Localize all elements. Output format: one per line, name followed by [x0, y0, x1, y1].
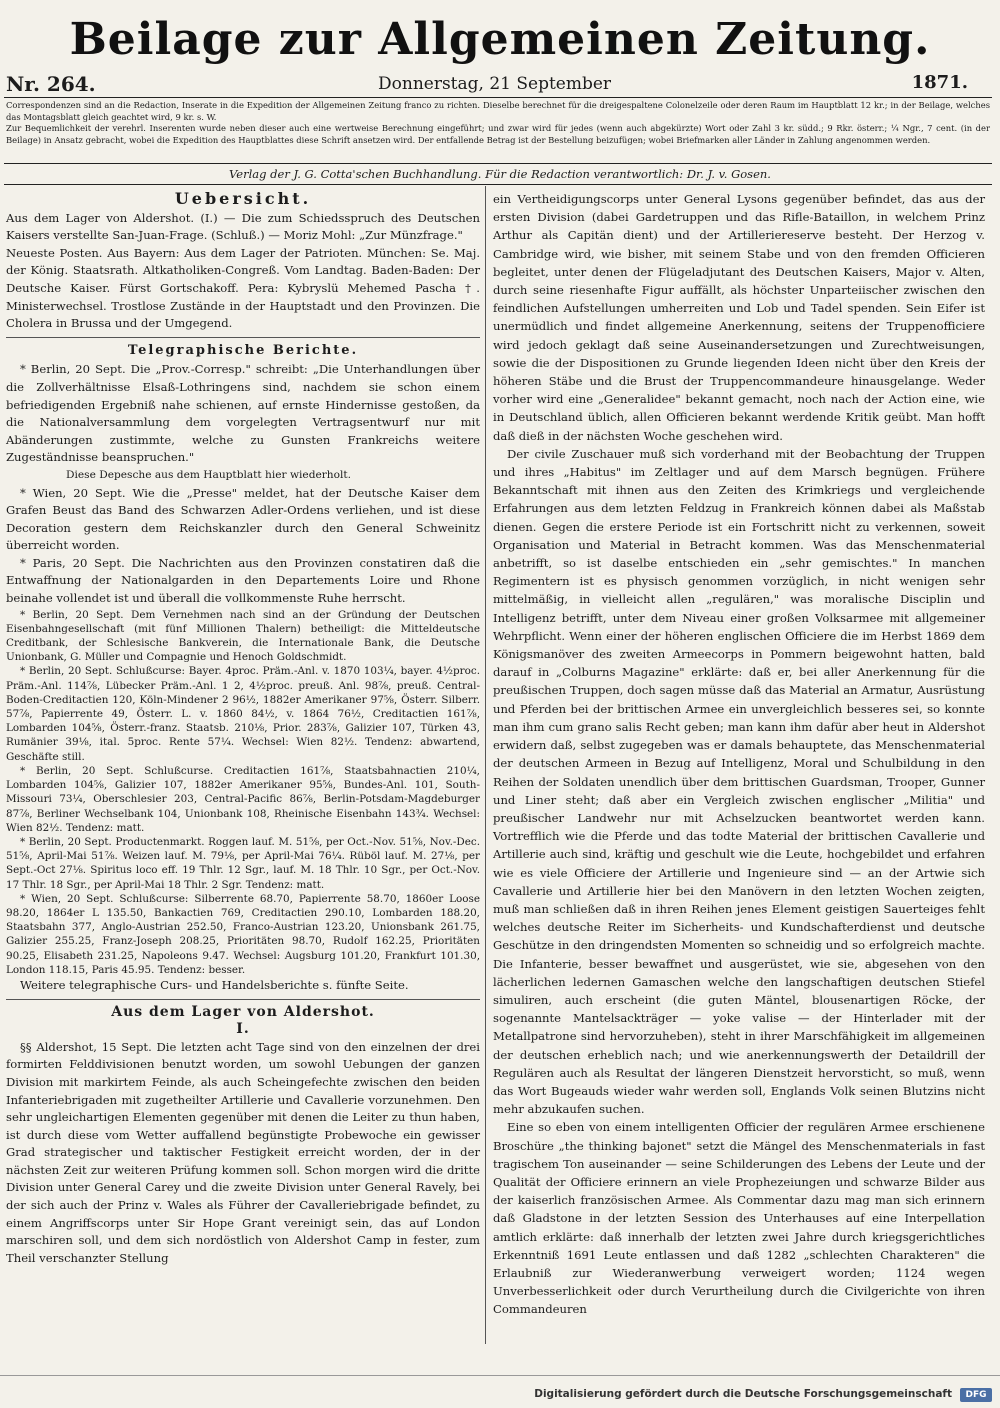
telegram-item: * Wien, 20 Sept. Wie die „Presse" meldet, hat der Deutsche Kaiser dem Grafen Beust das Band des Schwarzen Adler-Ordens verliehen, und ist diese Decoration gestern dem Reichskanzler durch den General Schweinitz überreicht worden. — [6, 485, 480, 553]
article-text: Der civile Zuschauer muß sich vorderhand mit der Beobachtung der Truppen und ihres „Habitus" im Zeltlager und auf dem Marsch begnügen. Frühere Bekanntschaft mit ihnen aus den Zeiten des Krimkriegs und vergleichende Erfahrungen aus dem letzten Feldzug in Frankreich können dabei als Maßstab dienen. Gegen die erstere Periode ist ein Fortschritt nicht zu verkennen, soweit Organisation und Material in Betracht kommen. Was das Menschenmaterial anbetrifft, so ist daselbe entschieden ein „sehr gemischtes." In manchen Regimentern ist es physisch genommen vorzüglich, in nicht wenigen sehr mittelmäßig, in vielleicht allen „regulären," was moralische Disciplin und Intelligenz betrifft, unter dem Niveau einer großen Volksarmee mit allgemeiner Wehrpflicht. Wenn einer der höheren englischen Officiere die im Herbst 1869 dem Königsmanöver des zweiten Armeecorps in Pommern beigewohnt hatten, bald darauf in „Colburns Magazine" erklärte: daß er, bei aller Anerkennung für die preußischen Truppen, doch sagen müsse daß das Material an Armatur, Ausrüstung und Pferden bei der brittischen Armee ein unvergleichlich besseres sei, so konnte man ihm cum grano salis Recht geben; man kann ihm dafür aber heut in Aldershot erwidern daß, selbst zugegeben was er damals behauptete, das Menschenmaterial der deutschen Armeen in Bezug auf Intelligenz, Moral und Schulbildung in den Reihen der Soldaten unendlich über dem brittischen Guardsman, Trooper, Gunner und Liner steht; daß aber ein Vergleich zwischen englischer „Militia" und preußischer Landwehr nur mit Achselzucken beantwortet werden kann. Vortrefflich wie die Pferde und das todte Material der brittischen Cavallerie und Artillerie auch sind, kräftig und geschult wie die Leute, hochgebildet und erfahren wie es viele Officiere der Artillerie und Ingenieure sind — an der Artwie sich Cavallerie und Artillerie hier bei den Manövern in den letzten Wochen zeigten, muß man schließen daß in ihren Reihen jenes Element geistigen Sauerteiges fehlt welches deutsche Reiter im Sicherheits- und Kundschafterdienst und deutsche Geschütze in den dringendsten Momenten so schneidig und so erfolgreich machte. Die Infanterie, besser bewaffnet und ausgerüstet, wie sie, abgesehen von den lächerlichen ledernen Gamaschen welche den langschaftigen deutschen Stiefel simuliren, auch erscheint (die guten Mäntel, blousenartigen Röcke, der sogenannte Mantelsackträger — yoke valise — der Hinterlader mit der Metallpatrone sind hervorzuheben), steht in ihrer Marschfähigkeit im allgemeinen der deutschen erheblich nach; und wie anerkennungswerth der Detaildrill der Regulären auch als Resultat der längeren Dienstzeit hervorsticht, so muß, wenn das Wort Bugeauds wieder wahr werden soll, Englands Volk seinen Blutzins nicht mehr abzukaufen suchen. — [493, 446, 985, 1117]
divider — [4, 163, 992, 164]
divider — [4, 184, 992, 185]
left-column — [6, 190, 480, 1267]
article-text: Eine so eben von einem intelligenten Officier der regulären Armee erschienene Broschüre „the thinking bajonet" setzt die Mängel des Menschenmaterials in fast tragischem Ton auseinander — seine Schilderungen des Lebens der Leute und der Qualität der Officiere erinnern an viele Prophezeiungen und schwarze Bilder aus der kaiserlich französischen Armee. Als Commentar dazu mag man sich erinnern daß Gladstone in der letzten Session des Unterhauses auf eine Interpellation amtlich erklärte: daß innerhalb der letzten zwei Jahre durch kriegsgerichtliches Erkenntniß 1691 Leute entlassen und daß 1282 „schlechten Charakteren" die Erlaubniß zur Wiederanwerbung verweigert worden; 1124 wegen Unverbesserlichkeit oder durch Verurtheilung durch die Civilgerichte von ihren Commandeuren — [493, 1120, 985, 1317]
telegram-note: Diese Depesche aus dem Hauptblatt hier wiederholt. — [66, 468, 352, 481]
notice-paragraph: Correspondenzen sind an die Redaction, Inserate in die Expedition der Allgemeinen Zeitung franco zu richten. Dieselbe berechnet für die dreigespaltene Colonelzeile oder deren Raum im Hauptblatt 12 kr.; in der Beilage, welches das Montagsblatt gleich geachtet wird, 9 kr. s. W. — [6, 100, 990, 122]
telegram-item: * Berlin, 20 Sept. Productenmarkt. Roggen lauf. M. 51⅝, per Oct.-Nov. 51⅝, Nov.-Dec. 51⅝, April-Mai 51⅞. Weizen lauf. M. 79⅛, per April-Mai 76¼. Rüböl lauf. M. 27⅛, per Sept.-Oct 27⅛. Spiritus loco eff. 19 Thlr. 12 Sgr., lauf. M. 18 Thlr. 10 Sgr., per Oct.-Nov. 17 Thlr. 18 Sgr., per April-Mai 18 Thlr. 2 Sgr. Tendenz: matt. — [6, 835, 480, 891]
article-text: ein Vertheidigungscorps unter General Lysons gegenüber befindet, das aus der ersten Division (dabei Gardetruppen und das Rifle-Bataillon, in welchem Prinz Arthur als Capitän dient) und der Artilleriereserve besteht. Der Herzog v. Cambridge wird, wie bisher, mit seinem Stabe und von den fremden Officieren begleitet, unter denen der Flügeladjutant des Deutschen Kaisers, Major v. Alten, durch seine riesenhafte Figur auffällt, als höchster Unparteiischer zwischen den feindlichen Aufstellungen umherreiten und Lob und Tadel spenden. Sein Eifer ist unermüdlich und findet allgemeine Anerkennung, seitens der Truppenofficiere wird jedoch geklagt daß seine Auseinandersetzungen und Zurechtweisungen, sowie die der Dispositionen zu Grunde liegenden Ideen nicht über den Kreis der höheren Stäbe und die Brust der Truppencommandeure hinausgelange. Weder vorher wird eine „Generalidee" bekannt gemacht, noch nach der Action eine, wie in Deutschland üblich, allen Officieren bekannt werdende Kritik geübt. Man hofft daß dieß in der nächsten Woche geschehen wird. — [493, 192, 985, 443]
divider — [6, 337, 480, 338]
section-heading: Telegraphische Berichte. — [127, 342, 359, 358]
telegram-note: Weitere telegraphische Curs- und Handelsberichte s. fünfte Seite. — [20, 977, 409, 992]
issue-year: 1871. — [911, 72, 968, 93]
right-column — [493, 190, 985, 1319]
notice-paragraph: Zur Bequemlichkeit der verehrl. Inserenten wurde neben dieser auch eine wertweise Berechnung eingeführt; und zwar wird für jedes (wenn auch abgekürzte) Wort oder Zahl 3 kr. südd.; 9 Rkr. österr.; ¼ Ngr., 7 cent. (in der Beilage) in Ansatz gebracht, wobei die Expedition des Hauptblattes diese Schrift ansetzen wird. Der entfallende Betrag ist der Bestellung beizufügen; wobei Briefmarken aller Länder in Zahlung angenommen werden. — [6, 123, 990, 145]
section-heading: Uebersicht. — [174, 189, 312, 208]
article-heading: Aus dem Lager von Aldershot. — [111, 1003, 375, 1020]
divider — [4, 97, 992, 98]
news-summary: Neueste Posten. Aus Bayern: Aus dem Lager der Patrioten. München: Se. Maj. der König. Staatsrath. Altkatholiken-Congreß. Vom Landtag. Baden-Baden: Der Deutsche Kaiser. Fürst Gortschakoff. Pera: Kybryslü Mehemed Pascha †. Ministerwechsel. Trostlose Zustände in der Hauptstadt und den Provinzen. Die Cholera in Brussa und der Umgegend. — [6, 245, 480, 331]
issue-date: Donnerstag, 21 September — [378, 74, 612, 94]
issue-number: Nr. 264. — [6, 72, 96, 96]
article-number: I. — [236, 1021, 250, 1038]
overview-text: Aus dem Lager von Aldershot. (I.) — Die zum Schiedsspruch des Deutschen Kaisers verstellte San-Juan-Frage. (Schluß.) — Moriz Mohl: „Zur Münzfrage." — [6, 210, 480, 243]
dateline — [0, 72, 1000, 96]
telegram-item: * Wien, 20 Sept. Schlußcurse: Silberrente 68.70, Papierrente 58.70, 1860er Loose 98.20, 1864er L 135.50, Bankactien 769, Creditactien 290.10, Lombarden 188.20, Staatsbahn 377, Anglo-Austrian 252.50, Franco-Austrian 123.20, Unionsbank 261.75, Galizier 255.25, Franz-Joseph 208.25, Prioritäten 98.70, Rudolf 162.25, Prioritäten 90.25, Elisabeth 231.25, Napoleons 9.47. Wechsel: Augsburg 101.20, Frankfurt 101.30, London 118.15, Paris 45.95. Tendenz: besser. — [6, 892, 480, 976]
funding-credit: Digitalisierung gefördert durch die Deutsche Forschungsgemeinschaft — [534, 1388, 952, 1400]
telegram-item: * Berlin, 20 Sept. Dem Vernehmen nach sind an der Gründung der Deutschen Eisenbahngesellschaft (mit fünf Millionen Thalern) betheiligt: die Mitteldeutsche Creditbank, der Schlesische Bankverein, die Internationale Bank, die Deutsche Unionbank, G. Müller und Compagnie und Henoch Goldschmidt. — [6, 608, 480, 664]
telegram-item: * Paris, 20 Sept. Die Nachrichten aus den Provinzen constatiren daß die Entwaffnung der Nationalgarden in den Departements Loire und Rhone beinahe vollendet ist und überall die vollkommenste Ruhe herrscht. — [6, 555, 480, 606]
divider — [6, 999, 480, 1000]
masthead-title: Beilage zur Allgemeinen Zeitung. — [69, 14, 931, 65]
telegram-item: * Berlin, 20 Sept. Schlußcurse. Creditactien 161⅞, Staatsbahnactien 210¼, Lombarden 104⅝, Galizier 107, 1882er Amerikaner 95⅝, Bundes-Anl. 101, South-Missouri 73¼, Oberschlesier 203, Central-Pacific 86⅞, Berlin-Potsdam-Magdeburger 87⅞, Berliner Wechselbank 104, Unionbank 108, Rheinische Eisenbahn 143¾. Wechsel: Wien 82½. Tendenz: matt. — [6, 764, 480, 834]
divider — [0, 1375, 1000, 1376]
footer — [0, 1388, 1000, 1404]
column-divider — [485, 186, 486, 1344]
article-text: §§ Aldershot, 15 Sept. Die letzten acht Tage sind von den einzelnen der drei formirten Felddivisionen benutzt worden, um sowohl Uebungen der ganzen Division mit markirtem Feinde, als auch Scheingefechte zwischen den beiden Infanteriebrigaden mit zugetheilter Artillerie und Cavallerie vorzunehmen. Den sehr ungleichartigen Elementen gegenüber mit denen die Leiter zu thun haben, ist durch diese vom Wetter auffallend begünstigte Probewoche ein gewisser Grad strategischer und taktischer Festigkeit erreicht worden, der in der nächsten Zeit zur weiteren Prüfung kommen soll. Schon morgen wird die dritte Division unter General Carey und die zweite Division unter General Ravely, bei der sich auch der Prinz v. Wales als Führer der Cavalleriebrigade befindet, zu einem Angriffscorps unter Sir Hope Grant vereinigt sein, das auf London marschiren soll, und dem sich nordöstlich von Aldershot Camp in fester, zum Theil verschanzter Stellung — [6, 1039, 480, 1265]
subscription-notice — [6, 100, 990, 146]
dfg-logo: DFG — [960, 1388, 992, 1402]
telegram-item: * Berlin, 20 Sept. Die „Prov.-Corresp." schreibt: „Die Unterhandlungen über die Zollverhältnisse Elsaß-Lothringens sind, nachdem sie schon einem befriedigenden Ergebniß nahe schienen, auf ernste Hindernisse gestoßen, da die Nationalversammlung dem vorgelegten Vertragsentwurf nur mit Abänderungen zustimmte, welche zu Gunsten Frankreichs weitere Zugeständnisse beanspruchen." — [6, 362, 480, 465]
telegram-item: * Berlin, 20 Sept. Schlußcurse: Bayer. 4proc. Präm.-Anl. v. 1870 103¼, bayer. 4½proc. Präm.-Anl. 114⅞, Lübecker Präm.-Anl. 1 2, 4½proc. preuß. Anl. 98⅞, preuß. Central-Boden-Creditactien 120, Köln-Mindener 2 96½, 1882er Amerikaner 97⅝, Österr. Silberr. 57⅞, Papierrente 49, Österr. L. v. 1860 84½, v. 1864 76½, Creditactien 161⅞, Lombarden 104⅝, Österr.-franz. Staatsb. 210⅛, Prior. 283⅞, Galizier 107, Türken 43, Rumänier 39⅛, ital. 5proc. Rente 57¼. Wechsel: Wien 82½. Tendenz: abwartend, Geschäfte still. — [6, 665, 480, 763]
publisher-line: Verlag der J. G. Cotta'schen Buchhandlung. Für die Redaction verantwortlich: Dr. J. v. Gosen. — [229, 167, 771, 181]
